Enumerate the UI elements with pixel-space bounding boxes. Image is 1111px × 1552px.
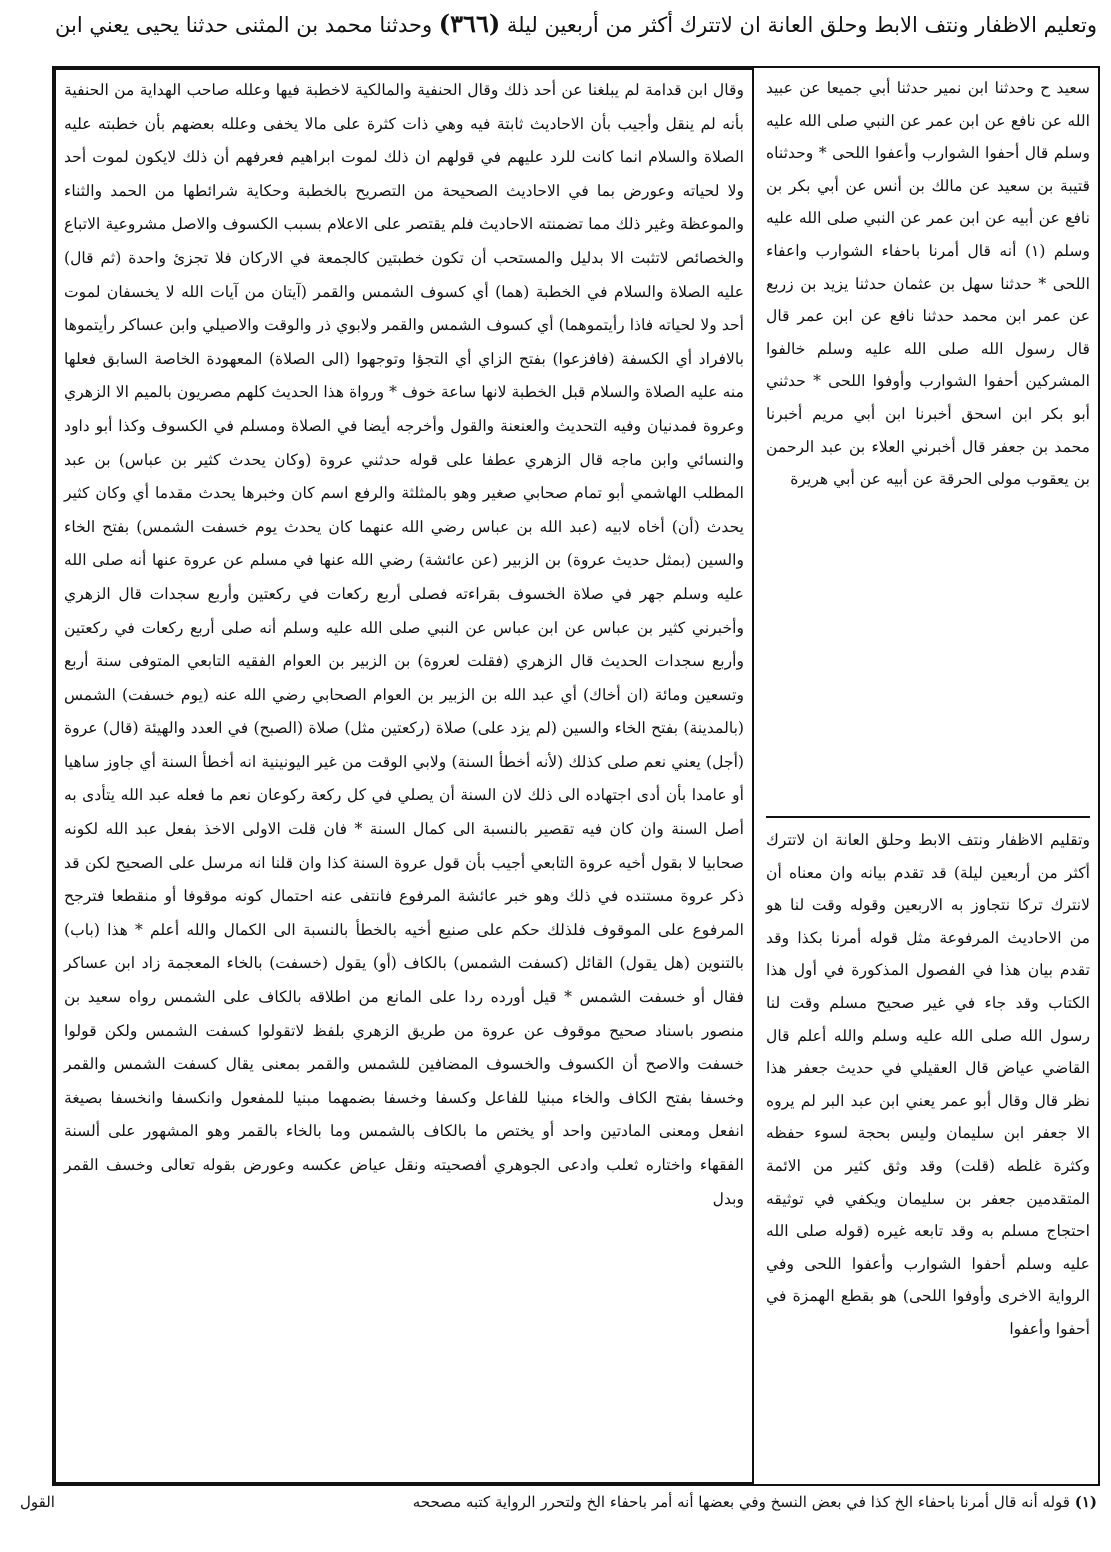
- footnote-text: قوله أنه قال أمرنا باحفاء الخ كذا في بعض النسخ وفي بعضها أنه أمر باحفاء الخ ولتحرر الرواية كتبه مصححه: [412, 1493, 1070, 1511]
- page-header: [14, 9, 1097, 60]
- side-column-hadith-text: سعيد ح وحدثنا ابن نمير حدثنا أبي جميعا عن عبيد الله عن نافع عن ابن عمر عن النبي صلى الله عليه وسلم قال أحفوا الشوارب وأعفوا اللحى * وحدثناه قتيبة بن سعيد عن مالك بن أنس عن أبي بكر بن نافع عن أبيه عن ابن عمر عن النبي صلى الله عليه وسلم (١) أنه قال أمرنا باحفاء الشوارب واعفاء اللحى * حدثنا سهل بن عثمان حدثنا يزيد بن زريع عن عمر ابن محمد حدثنا نافع عن ابن عمر قال قال رسول الله صلى الله عليه وسلم خالفوا المشركين أحفوا الشوارب وأوفوا اللحى * حدثني أبو بكر ابن اسحق أخبرنا ابن أبي مريم أخبرنا محمد بن جعفر قال أخبرني العلاء بن عبد الرحمن بن يعقوب مولى الحرقة عن أبيه عن أبي هريرة: [766, 72, 1090, 818]
- side-column: [758, 68, 1098, 1484]
- side-column-commentary: وتقليم الاظفار ونتف الابط وحلق العانة ان لاتترك أكثر من أربعين ليلة) قد تقدم بيانه وان معناه أن لانترك تركا نتجاوز به الاربعين وقوله وقت لنا هو من الاحاديث المرفوعة مثل قوله أمرنا بكذا وقد تقدم بيان هذا في الفصول المذكورة في أول هذا الكتاب وقد جاء في غير صحيح مسلم وقت لنا رسول الله صلى الله عليه وسلم والله أعلم قال القاضي عياض قال العقيلي في حديث جعفر هذا نظر قال وقال أبو عمر يعني ابن عبد البر لم يروه الا جعفر ابن سليمان وليس بحجة لسوء حفظه وكثرة غلطه (قلت) وقد وثق كثير من الائمة المتقدمين جعفر بن سليمان ويكفي في توثيقه احتجاج مسلم به وقد تابعه غيره (قوله صلى الله عليه وسلم أحفوا الشوارب وأعفوا اللحى وفي الرواية الاخرى وأوفوا اللحى) هو بقطع الهمزة في أحفوا وأعفوا: [766, 831, 1090, 1338]
- catchword: القول: [20, 1493, 55, 1511]
- page-number: (٣٦٦): [438, 9, 501, 38]
- header-right-text: وتعليم الاظفار ونتف الابط وحلق العانة ان لاتترك أكثر من أربعين ليلة: [506, 13, 1097, 37]
- footnote-number: (١): [1074, 1493, 1097, 1511]
- page-frame: [52, 66, 1100, 1486]
- main-column-commentary: وقال ابن قدامة لم يبلغنا عن أحد ذلك وقال الحنفية والمالكية لاخطبة فيها وعلله صاحب الهداية من الحنفية بأنه لم ينقل وأجيب بأن الاحاديث ثابتة فيه وهي ذات كثرة على مالا يخفى وعلله بعضهم بأن خطبته عليه الصلاة والسلام انما كانت للرد عليهم في قولهم ان ذلك لموت ابراهيم فعرفهم أن ذلك لايكون لموت أحد ولا لحياته وعورض بما في الاحاديث الصحيحة من التصريح بالخطبة وحكاية شرائطها من الحمد والثناء والموعظة وغير ذلك مما تضمنته الاحاديث فلم يقتصر على الاعلام بسبب الكسوف والاصل مشروعية الاتباع والخصائص لاتثبت الا بدليل والمستحب أن تكون خطبتين كالجمعة في الاركان فلا تجزئ واحدة (ثم قال) عليه الصلاة والسلام في الخطبة (هما) أي كسوف الشمس والقمر (آيتان من آيات الله لا يخسفان لموت أحد ولا لحياته فاذا رأيتموهما) أي كسوف الشمس والقمر ولابوي ذر والوقت والاصيلي وابن عساكر رأيتموها بالافراد أي الكسفة (فافزعوا) بفتح الزاي أي التجؤا وتوجهوا (الى الصلاة) المعهودة الخاصة السابق فعلها منه عليه الصلاة والسلام قبل الخطبة لانها ساعة خوف * ورواة هذا الحديث كلهم مصريون بالميم الا الزهري وعروة فمدنيان وفيه التحديث والعنعنة والقول وأخرجه أيضا في الصلاة ومسلم في الكسوف وكذا أبو داود والنسائي وابن ماجه قال الزهري عطفا على قوله حدثني عروة (وكان يحدث كثير بن عباس) بن عبد المطلب الهاشمي أبو تمام صحابي صغير وهو بالمثلثة والرفع اسم كان وخبرها يحدث مقدما أي وكان كثير يحدث (أن) أخاه لابيه (عبد الله بن عباس رضي الله عنهما كان يحدث يوم خسفت الشمس) بفتح الخاء والسين (بمثل حديث عروة) بن الزبير (عن عائشة) رضي الله عنها في مسلم عن عروة عنها أنه صلى الله عليه وسلم جهر في صلاة الخسوف بقراءته فصلى أربع ركعات في ركعتين وأربع سجدات قال الزهري وأخبرني كثير بن عباس عن ابن عباس عن النبي صلى الله عليه وسلم أنه صلى أربع ركعات في ركعتين وأربع سجدات الحديث قال الزهري (فقلت لعروة) بن الزبير بن العوام الفقيه التابعي المتوفى سنة أربع وتسعين ومائة (ان أخاك) أي عبد الله بن الزبير بن العوام الصحابي رضي الله عنه (يوم خسفت) الشمس (بالمدينة) بفتح الخاء والسين (لم يزد على) صلاة (ركعتين مثل) صلاة (الصبح) في العدد والهيئة (قال) عروة (أجل) يعني نعم صلى كذلك (لأنه أخطأ السنة) ولابي الوقت من غير اليونينية انه أخطأ السنة أي جاوز ساهيا أو عامدا بأن أدى اجتهاده الى ذلك لان السنة أن يصلي في كل ركعة ركوعان نعم ما فعله عبد الله يتأدى به أصل السنة وان كان فيه تقصير بالنسبة الى كمال السنة * فان قلت الاولى الاخذ بفعل عبد الله لكونه صحابيا لا بقول أخيه عروة التابعي أجيب بأن قول عروة السنة كذا وان قلنا انه مرسل على الصحيح لكن قد ذكر عروة مستنده في ذلك وهو خبر عائشة المرفوع فانتفى عنه احتمال كونه موقوفا أو منقطعا فترجح المرفوع على الموقوف فلذلك حكم على صنيع أخيه بالخطأ بالنسبة الى الكمال والله أعلم * هذا (باب) بالتنوين (هل يقول) القائل (كسفت الشمس) بالكاف (أو) يقول (خسفت) بالخاء المعجمة زاد ابن عساكر فقال أو خسفت الشمس * قيل أورده ردا على المانع من اطلاقه بالكاف على الشمس رواه سعيد بن منصور باسناد صحيح موقوف عن عروة من طريق الزهري بلفظ لاتقولوا كسفت الشمس ولكن قولوا خسفت والاصح أن الكسوف والخسوف المضافين للشمس والقمر بمعنى يقال كسفت الشمس والقمر وخسفا بفتح الكاف والخاء مبنيا للفاعل وكسفا وخسفا بضمهما مبنيا للمفعول وانكسفا وانخسفا بصيغة انفعل ومعنى المادتين واحد أو يختص ما بالكاف بالشمس وما بالخاء بالقمر وهو المشهور على ألسنة الفقهاء واختاره ثعلب وادعى الجوهري أفصحيته ونقل عياض عكسه وعورض بقوله تعالى وخسف القمر وبدل: [54, 68, 754, 1484]
- header-left-text: وحدثنا محمد بن المثنى حدثنا يحيى يعني ابن: [55, 13, 433, 37]
- footnote: [20, 1492, 1097, 1532]
